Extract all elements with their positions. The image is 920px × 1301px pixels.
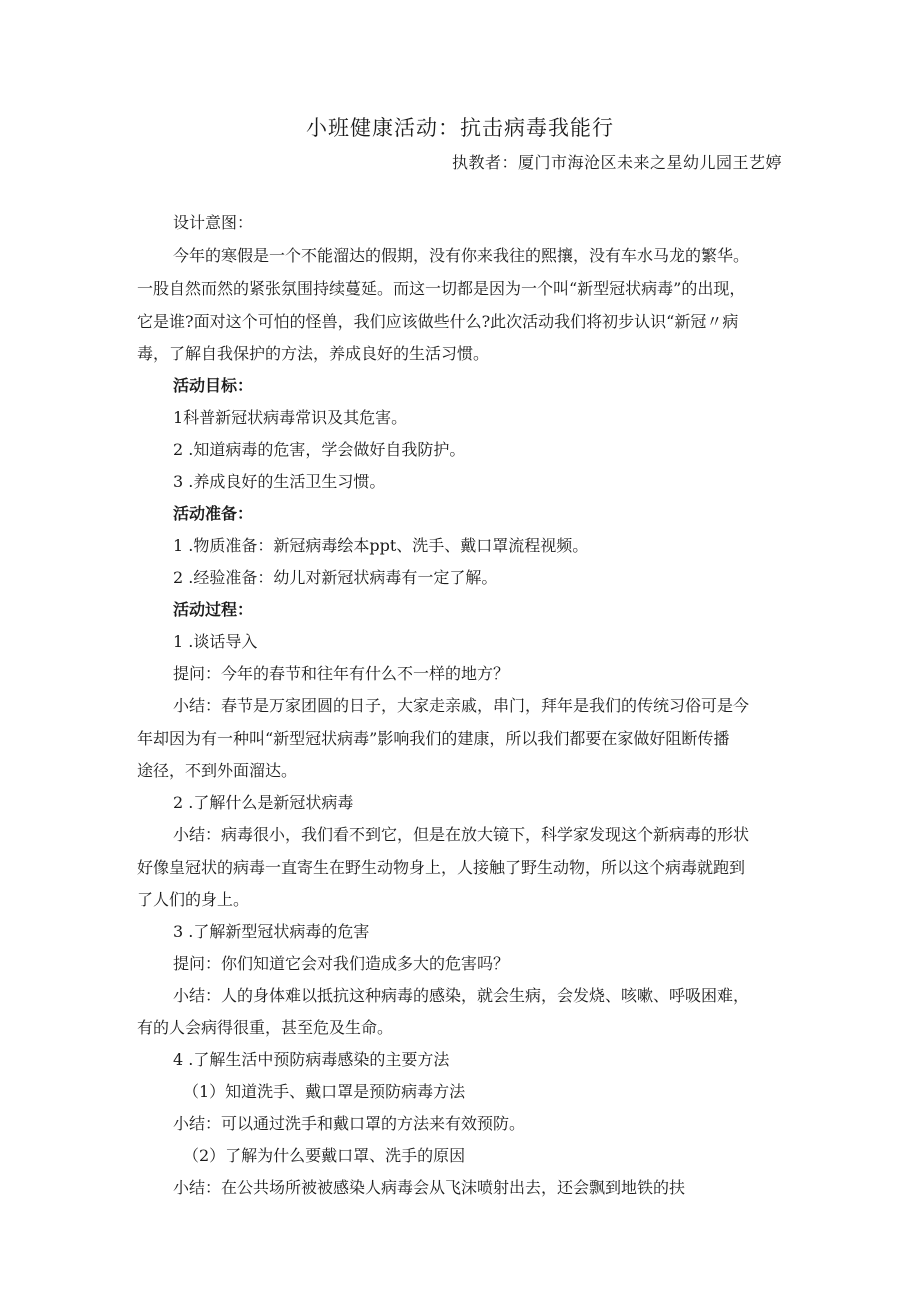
list-item: 1 .物质准备：新冠病毒绘本ppt、洗手、戴口罩流程视频。 <box>173 536 589 555</box>
list-item: 2 .经验准备：幼儿对新冠状病毒有一定了解。 <box>173 568 498 587</box>
summary-line: 小结：人的身体难以抵抗这种病毒的感染，就会生病，会发烧、咳嗽、呼吸困难， <box>173 986 750 1005</box>
summary-line: 途径，不到外面溜达。 <box>137 761 298 780</box>
summary-line: 有的人会病得很重，甚至危及生命。 <box>137 1018 394 1037</box>
summary-line: 了人们的身上。 <box>137 890 250 909</box>
list-item: 1科普新冠状病毒常识及其危害。 <box>173 408 408 427</box>
summary-line: 小结：病毒很小，我们看不到它，但是在放大镜下，科学家发现这个新病毒的形状 <box>173 825 750 844</box>
summary-line: 年却因为有一种叫“新型冠状病毒”影响我们的建康，所以我们都要在家做好阻断传播 <box>137 729 730 748</box>
summary-line: 小结：在公共场所被被感染人病毒会从飞沫喷射出去，还会飘到地铁的扶 <box>173 1178 686 1197</box>
list-item: 3 .养成良好的生活卫生习惯。 <box>173 472 386 491</box>
question-line: 提问：你们知道它会对我们造成多大的危害吗？ <box>173 954 510 973</box>
summary-line: 小结：春节是万家团圆的日子，大家走亲戚，串门，拜年是我们的传统习俗可是今 <box>173 696 750 715</box>
goals-heading: 活动目标： <box>173 376 254 395</box>
paragraph-line: 毒，了解自我保护的方法，养成良好的生活习惯。 <box>137 344 490 363</box>
step-heading: 4 .了解生活中预防病毒感染的主要方法 <box>173 1050 450 1069</box>
paragraph-line: 今年的寒假是一个不能溜达的假期，没有你来我往的熙攘，没有车水马龙的繁华。 <box>173 246 750 265</box>
question-line: 提问：今年的春节和往年有什么不一样的地方？ <box>173 664 510 683</box>
sub-step-heading: （2）了解为什么要戴口罩、洗手的原因 <box>183 1146 466 1165</box>
author-line: 执教者：厦门市海沧区未来之星幼儿园王艺婷 <box>451 153 782 172</box>
list-item: 2 .知道病毒的危害，学会做好自我防护。 <box>173 440 466 459</box>
summary-line: 好像皇冠状的病毒一直寄生在野生动物身上，人接触了野生动物，所以这个病毒就跑到 <box>137 858 746 877</box>
document-title: 小班健康活动：抗击病毒我能行 <box>306 116 614 140</box>
process-heading: 活动过程： <box>173 600 254 619</box>
paragraph-line: 一股自然而然的紧张氛围持续蔓延。而这一切都是因为一个叫“新型冠状病毒”的出现， <box>137 279 746 298</box>
design-heading: 设计意图： <box>173 213 254 232</box>
prep-heading: 活动准备： <box>173 504 254 523</box>
paragraph-line: 它是谁?面对这个可怕的怪兽，我们应该做些什么?此次活动我们将初步认识“新冠〃病 <box>137 312 739 331</box>
step-heading: 1 .谈话导入 <box>173 632 258 651</box>
summary-line: 小结：可以通过洗手和戴口罩的方法来有效预防。 <box>173 1114 526 1133</box>
sub-step-heading: （1）知道洗手、戴口罩是预防病毒方法 <box>183 1082 466 1101</box>
step-heading: 3 .了解新型冠状病毒的危害 <box>173 922 370 941</box>
step-heading: 2 .了解什么是新冠状病毒 <box>173 793 354 812</box>
